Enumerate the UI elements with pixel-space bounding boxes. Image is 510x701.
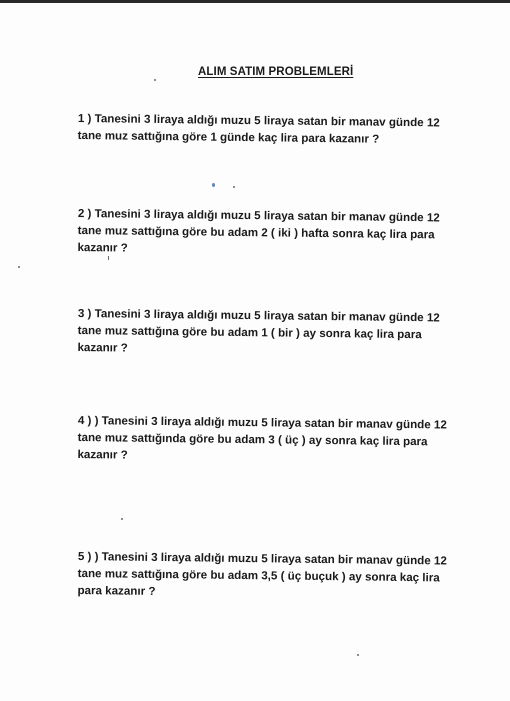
problem-4-line-2: tane muz sattığında göre bu adam 3 ( üç ) ay sonra kaç lira para	[77, 430, 428, 449]
problem-1-line-1: 1 ) Tanesini 3 liraya aldığı muzu 5 liraya satan bir manav günde 12	[77, 111, 440, 130]
scan-speck	[357, 654, 359, 656]
problem-3	[77, 305, 450, 361]
problem-5-line-1: 5 ) ) Tanesini 3 liraya aldığı muzu 5 liraya satan bir manav günde 12	[77, 549, 447, 568]
problem-3-line-1: 3 ) Tanesini 3 liraya aldığı muzu 5 liraya satan bir manav günde 12	[77, 306, 440, 325]
scan-speck	[154, 79, 156, 81]
problem-3-line-3: kazanır ?	[77, 340, 128, 355]
problem-5	[77, 548, 450, 604]
scan-speck	[121, 518, 123, 520]
scan-speck	[212, 183, 215, 187]
scan-top-edge	[0, 0, 510, 3]
scan-speck	[108, 256, 109, 260]
problem-1-line-2: tane muz sattığına göre 1 günde kaç lira para kazanır ?	[77, 128, 380, 146]
problem-2-line-2: tane muz sattığına göre bu adam 2 ( iki ) hafta sonra kaç lira para	[77, 223, 435, 242]
problem-4-line-1: 4 ) ) Tanesini 3 liraya aldığı muzu 5 liraya satan bir manav günde 12	[77, 413, 447, 432]
scan-speck	[18, 266, 20, 268]
problem-4-line-3: kazanır ?	[77, 447, 128, 462]
problem-3-line-2: tane muz sattığına göre bu adam 1 ( bir ) ay sonra kaç lira para	[77, 323, 422, 342]
problem-4	[77, 412, 450, 468]
problem-2-line-1: 2 ) Tanesini 3 liraya aldığı muzu 5 liraya satan bir manav günde 12	[77, 206, 440, 225]
problem-5-line-3: para kazanır ?	[77, 583, 156, 598]
problem-2	[77, 205, 450, 261]
scan-speck	[233, 186, 235, 188]
problem-5-line-2: tane muz sattığına göre bu adam 3,5 ( üç buçuk ) ay sonra kaç lira	[77, 566, 440, 585]
problem-2-line-3: kazanır ?	[77, 240, 128, 255]
problem-1	[78, 110, 450, 149]
page-title: ALIM SATIM PROBLEMLERİ	[198, 66, 354, 78]
